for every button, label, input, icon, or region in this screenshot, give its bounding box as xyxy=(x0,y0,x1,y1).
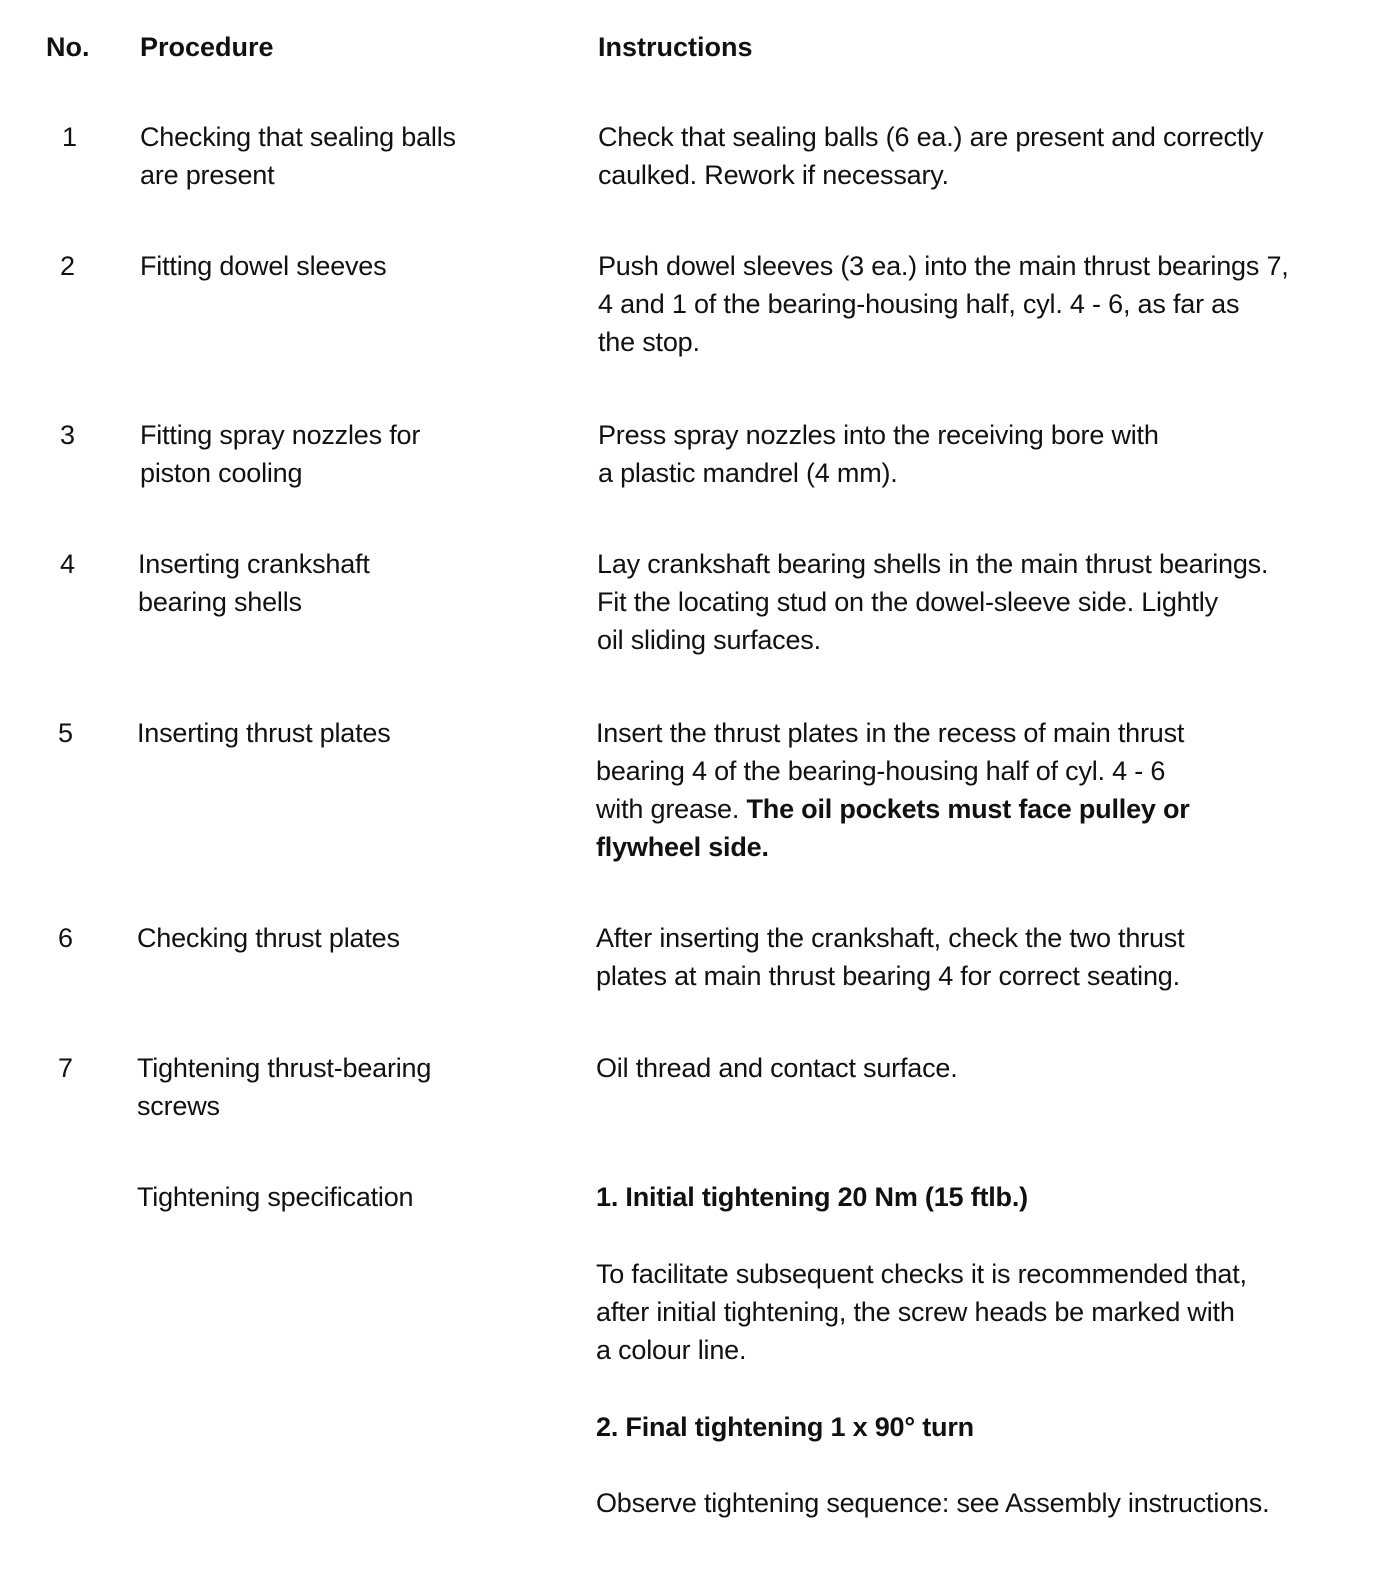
row-6-instructions: After inserting the crankshaft, check the two thrust plates at main thrust bearing 4 for correct seating. xyxy=(596,923,1185,991)
row-1-procedure: Checking that sealing balls are present xyxy=(140,122,456,190)
spec-note: To facilitate subsequent checks it is recommended that, after initial tightening, the screw heads be marked with a colour line. xyxy=(596,1259,1247,1365)
row-4-number: 4 xyxy=(60,549,75,579)
row-5-number: 5 xyxy=(58,718,73,748)
row-5-warning: The oil pockets must face pulley or xyxy=(746,794,1190,824)
row-5-instructions-plain: with grease. xyxy=(596,794,747,824)
header-procedure: Procedure xyxy=(140,32,274,62)
row-5-procedure: Inserting thrust plates xyxy=(137,718,391,748)
row-3-procedure: Fitting spray nozzles for piston cooling xyxy=(140,420,421,488)
spec-sequence: Observe tightening sequence: see Assembly instructions. xyxy=(596,1488,1270,1518)
row-1-instructions: Check that sealing balls (6 ea.) are present and correctly caulked. Rework if necessary. xyxy=(598,122,1264,190)
row-4-instructions: Lay crankshaft bearing shells in the main thrust bearings. Fit the locating stud on the dowel-sleeve side. Lightly oil sliding surfaces. xyxy=(597,549,1269,655)
row-6-procedure: Checking thrust plates xyxy=(137,923,400,953)
spec-label: Tightening specification xyxy=(137,1182,414,1212)
header-no: No. xyxy=(46,32,90,62)
row-3-instructions: Press spray nozzles into the receiving bore with a plastic mandrel (4 mm). xyxy=(598,420,1159,488)
row-7-number: 7 xyxy=(58,1053,73,1083)
row-6-number: 6 xyxy=(58,923,73,953)
row-4-procedure: Inserting crankshaft bearing shells xyxy=(138,549,370,617)
spec-step-1: 1. Initial tightening 20 Nm (15 ftlb.) xyxy=(596,1182,1028,1212)
row-5-warning-cont: flywheel side. xyxy=(596,832,769,862)
row-1-number: 1 xyxy=(62,122,77,152)
row-7-instructions: Oil thread and contact surface. xyxy=(596,1053,958,1083)
row-2-number: 2 xyxy=(60,251,75,281)
spec-step-2: 2. Final tightening 1 x 90° turn xyxy=(596,1412,974,1442)
row-5-instructions: Insert the thrust plates in the recess of main thrust bearing 4 of the bearing-housing half of cyl. 4 - 6 with grease. The oil pockets must face pulley or flywheel side. xyxy=(596,714,1190,866)
header-instructions: Instructions xyxy=(598,32,753,62)
row-7-procedure: Tightening thrust-bearing screws xyxy=(137,1053,432,1121)
row-2-instructions: Push dowel sleeves (3 ea.) into the main thrust bearings 7, 4 and 1 of the bearing-housing half, cyl. 4 - 6, as far as the stop. xyxy=(598,251,1289,357)
row-2-procedure: Fitting dowel sleeves xyxy=(140,251,387,281)
row-3-number: 3 xyxy=(60,420,75,450)
